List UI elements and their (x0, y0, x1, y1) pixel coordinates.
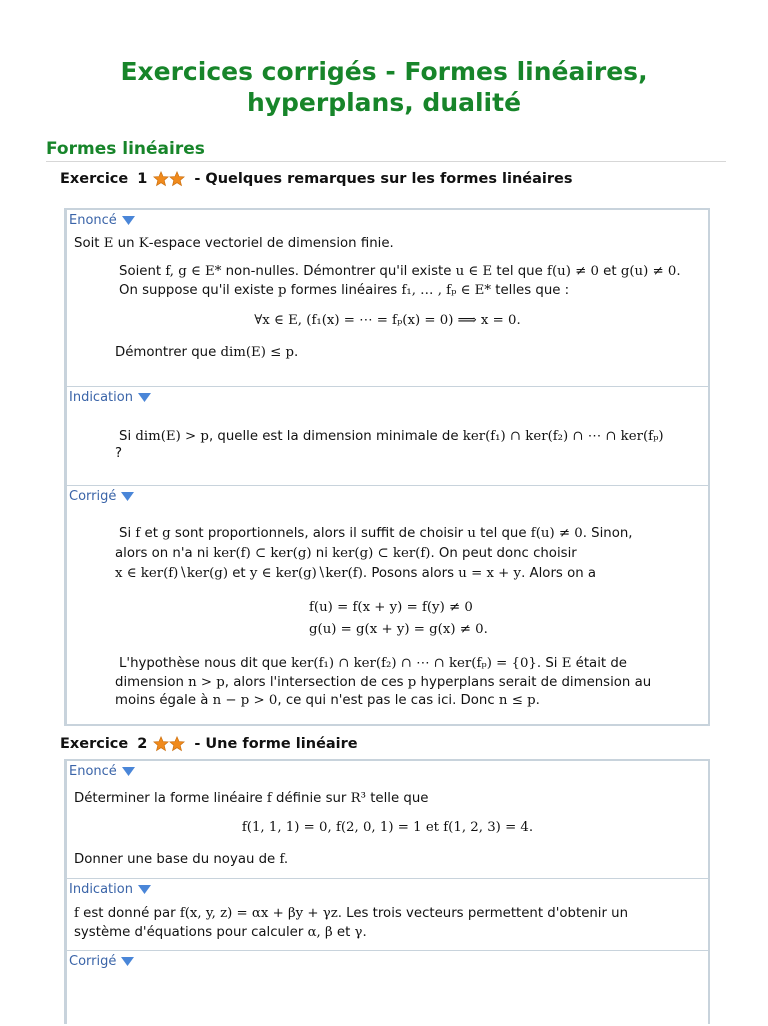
exercise-1-header (60, 171, 572, 187)
star-icon (169, 736, 185, 752)
enonce-equation: ∀x ∈ E, (f₁(x) = ⋯ = fₚ(x) = 0) ⟹ x = 0. (254, 313, 521, 328)
corrige-toggle[interactable] (69, 489, 134, 504)
exercise-title: - Une forme linéaire (194, 736, 358, 752)
enonce-equation: f(1, 1, 1) = 0, f(2, 0, 1) = 1 et f(1, 2, 3) = 4. (241, 820, 534, 835)
indication-label: Indication (69, 390, 133, 405)
exercise-2-box (64, 759, 710, 1024)
exercise-number: 1 (137, 171, 148, 187)
section-divider (46, 161, 726, 162)
enonce-line-5: Démontrer que dim(E) ≤ p. (115, 345, 299, 360)
triangle-down-icon[interactable] (122, 216, 135, 225)
corrige-panel (67, 950, 708, 1026)
indication-toggle[interactable] (69, 390, 151, 405)
corrige-label: Corrigé (69, 489, 117, 504)
difficulty-stars (153, 171, 185, 187)
exercise-title: - Quelques remarques sur les formes linéaires (194, 171, 573, 187)
corrige-toggle[interactable] (69, 954, 134, 969)
corrige-line-6: moins égale à n − p > 0, ce qui n'est pas le cas ici. Donc n ≤ p. (115, 693, 540, 708)
section-title: Formes linéaires (46, 139, 205, 159)
triangle-down-icon[interactable] (138, 393, 151, 402)
corrige-line-3: x ∈ ker(f)∖ker(g) et y ∈ ker(g)∖ker(f). Posons alors u = x + y. Alors on a (115, 566, 597, 581)
corrige-panel (67, 485, 708, 726)
corrige-line-2: alors on n'a ni ker(f) ⊂ ker(g) ni ker(g) ⊂ ker(f). On peut donc choisir (115, 546, 577, 561)
enonce-label: Enoncé (69, 764, 117, 779)
indication-label: Indication (69, 882, 133, 897)
difficulty-stars (153, 736, 185, 752)
enonce-line-1: Déterminer la forme linéaire f définie sur R³ telle que (74, 791, 429, 806)
exercise-number: 2 (137, 736, 148, 752)
exercise-2-header (60, 736, 358, 752)
page-title (0, 56, 768, 118)
enonce-toggle[interactable] (69, 764, 135, 779)
indication-toggle[interactable] (69, 882, 151, 897)
enonce-panel (67, 210, 708, 386)
page-title-line-2: hyperplans, dualité (246, 88, 522, 117)
indication-line-1: f est donné par f(x, y, z) = αx + βy + γz. Les trois vecteurs permettent d'obtenir un (74, 906, 629, 921)
star-icon (153, 736, 169, 752)
corrige-equation-2: g(u) = g(x + y) = g(x) ≠ 0. (309, 622, 488, 637)
corrige-equation-1: f(u) = f(x + y) = f(y) ≠ 0 (309, 600, 473, 615)
indication-line-1: Si dim(E) > p, quelle est la dimension minimale de ker(f₁) ∩ ker(f₂) ∩ ⋯ ∩ ker(fₚ) (119, 429, 664, 444)
enonce-line-3: Donner une base du noyau de f. (74, 852, 289, 867)
enonce-panel (67, 761, 708, 878)
triangle-down-icon[interactable] (121, 492, 134, 501)
exercise-label: Exercice (60, 736, 129, 752)
indication-line-2: ? (115, 446, 123, 461)
star-icon (169, 171, 185, 187)
exercise-1-box (64, 208, 710, 726)
triangle-down-icon[interactable] (122, 767, 135, 776)
enonce-toggle[interactable] (69, 213, 135, 228)
enonce-line-2: Soient f, g ∈ E* non-nulles. Démontrer qu'il existe u ∈ E tel que f(u) ≠ 0 et g(u) ≠ 0. (119, 264, 681, 279)
triangle-down-icon[interactable] (138, 885, 151, 894)
exercise-label: Exercice (60, 171, 129, 187)
indication-line-2: système d'équations pour calculer α, β et γ. (74, 925, 367, 940)
indication-panel (67, 386, 708, 485)
triangle-down-icon[interactable] (121, 957, 134, 966)
corrige-line-5: dimension n > p, alors l'intersection de ces p hyperplans serait de dimension au (115, 675, 652, 690)
corrige-line-4: L'hypothèse nous dit que ker(f₁) ∩ ker(f₂) ∩ ⋯ ∩ ker(fₚ) = {0}. Si E était de (119, 656, 627, 671)
corrige-label: Corrigé (69, 954, 117, 969)
corrige-line-1: Si f et g sont proportionnels, alors il suffit de choisir u tel que f(u) ≠ 0. Sinon, (119, 526, 633, 541)
enonce-line-3: On suppose qu'il existe p formes linéaires f₁, … , fₚ ∈ E* telles que : (119, 283, 570, 298)
enonce-label: Enoncé (69, 213, 117, 228)
star-icon (153, 171, 169, 187)
indication-panel (67, 878, 708, 950)
page-title-line-1: Exercices corrigés - Formes linéaires, (120, 57, 648, 86)
enonce-line-1: Soit E un K-espace vectoriel de dimension finie. (74, 236, 394, 251)
